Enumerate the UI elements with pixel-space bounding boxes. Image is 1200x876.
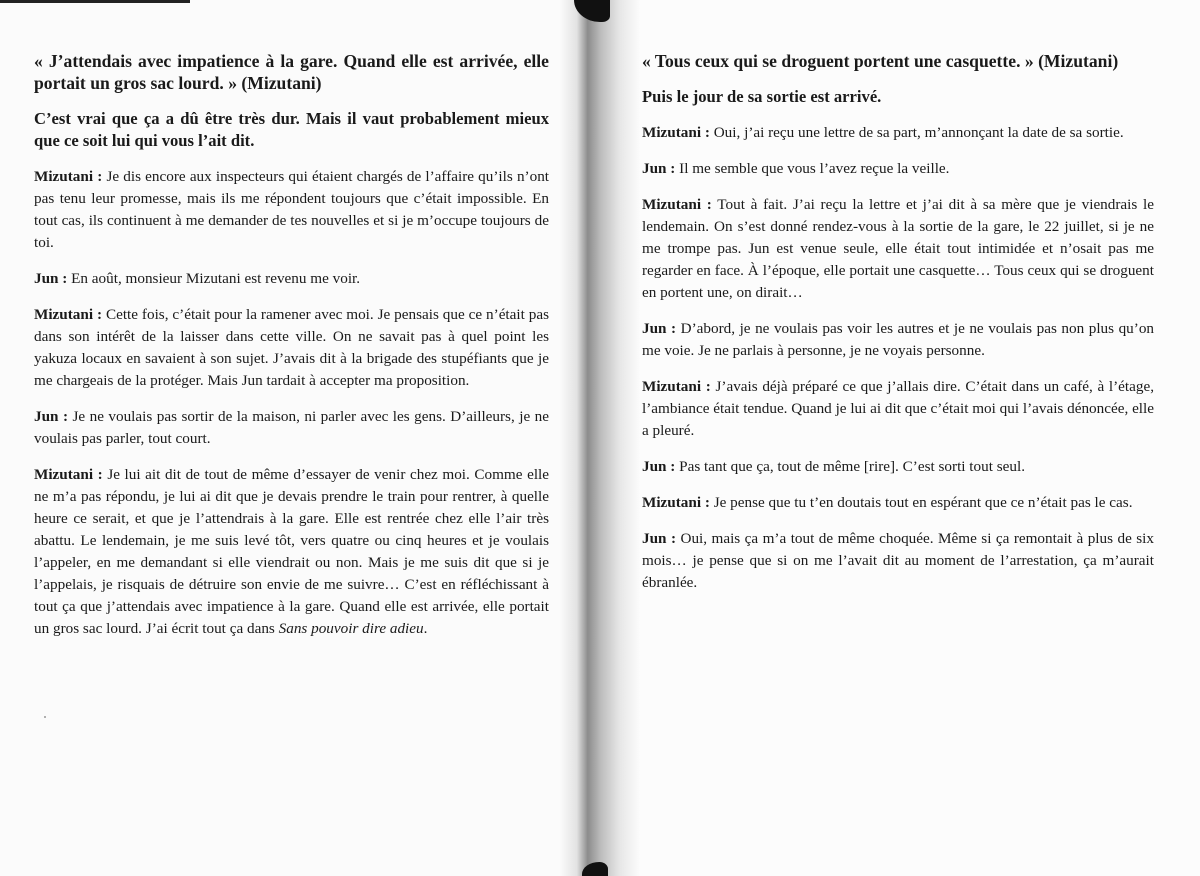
right-page	[588, 0, 1200, 876]
dialogue-text: Je dis encore aux inspecteurs qui étaient chargés de l’affaire qu’ils n’ont pas tenu leur promesse, mais ils me répondent toujours que c’était impossible. En tout cas, ils continuent à me demander de tes nouvelles et si je m’occupe toujours de toi.	[34, 168, 550, 251]
speaker-name: Jun :	[642, 458, 676, 475]
dialogue-paragraph	[34, 268, 549, 290]
right-intro-question: Puis le jour de sa sortie est arrivé.	[642, 87, 882, 106]
speaker-name: Jun :	[642, 160, 676, 177]
dialogue-text: D’abord, je ne voulais pas voir les autres et je ne voulais pas non plus qu’on me voie. Je ne parlais à personne, je ne voyais personne.	[642, 320, 1155, 359]
dialogue-paragraph	[642, 318, 1154, 362]
speaker-name: Jun :	[642, 320, 677, 337]
dialogue-paragraph	[642, 122, 1154, 144]
dialogue-text: Tout à fait. J’ai reçu la lettre et j’ai dit à sa mère que je viendrais le lendemain. On s’est donné rendez-vous à la sortie de la gare, le 22 juillet, si je ne me trompe pas. Jun est venue seule, elle était tout intimidée et n’osait pas me regarder en face. À l’époque, elle portait une casquette… Tous ceux qui se droguent en portent une, on dirait…	[642, 196, 1154, 301]
right-gutter-shadow	[588, 0, 640, 876]
top-edge-line	[0, 0, 190, 3]
speaker-name: Mizutani :	[642, 494, 710, 511]
speaker-name: Mizutani :	[34, 306, 103, 323]
dialogue-text: Je ne voulais pas sortir de la maison, ni parler avec les gens. D’ailleurs, je ne voulais pas parler, tout court.	[34, 408, 549, 447]
dialogue-paragraph	[34, 406, 549, 450]
dialogue-paragraph	[34, 166, 549, 254]
dialogue-text: Il me semble que vous l’avez reçue la veille.	[679, 160, 950, 177]
left-page	[0, 0, 588, 876]
book-title: Sans pouvoir dire adieu	[278, 620, 424, 637]
dialogue-text: Je lui ait dit de tout de même d’essayer de venir chez moi. Comme elle ne m’a pas répondu, je lui ai dit que je devais prendre le train pour rentrer, à quelle heure ce serait, et que je l’attendrais à la gare. Elle est rentrée chez elle l’air très abattu. Le lendemain, je me suis levé tôt, vers quatre ou cinq heures et je voulais l’appeler, en me demandant si elle viendrait ou non. Mais je me suis dit que si je l’appelais, je risquais de détruire son envie de me suivre… C’est en réfléchissant à tout ça que j’attendais avec impatience à la gare. Quand elle est arrivée, elle portait un gros sac lourd. J’ai écrit tout ça dans	[34, 466, 549, 637]
dialogue-text: Oui, mais ça m’a tout de même choquée. Même si ça remontait à plus de six mois… je pense que si on me l’avait dit au moment de l’arrestation, ça m’aurait ébranlée.	[642, 530, 1154, 591]
right-heading-quote: « Tous ceux qui se droguent portent une casquette. » (Mizutani)	[642, 51, 1119, 71]
dialogue-paragraph	[642, 456, 1154, 478]
speaker-name: Jun :	[34, 270, 68, 287]
left-text-column	[34, 50, 549, 654]
left-intro-question: C’est vrai que ça a dû être très dur. Mais il vaut probablement mieux que ce soit lui qui vous l’ait dit.	[34, 109, 549, 150]
dialogue-text: Oui, j’ai reçu une lettre de sa part, m’annonçant la date de sa sortie.	[713, 124, 1124, 141]
speaker-name: Mizutani :	[34, 168, 103, 185]
dialogue-text: Pas tant que ça, tout de même [rire]. C’est sorti tout seul.	[679, 458, 1025, 475]
page-speck	[44, 716, 46, 718]
dialogue-text: En août, monsieur Mizutani est revenu me voir.	[71, 270, 361, 287]
dialogue-paragraph	[642, 376, 1154, 442]
dialogue-text: Je pense que tu t’en doutais tout en espérant que ce n’était pas le cas.	[713, 494, 1133, 511]
dialogue-paragraph	[642, 194, 1154, 304]
speaker-name: Mizutani :	[34, 466, 103, 483]
speaker-name: Jun :	[642, 530, 677, 547]
speaker-name: Jun :	[34, 408, 69, 425]
left-gutter-shadow	[560, 0, 588, 876]
dialogue-paragraph	[34, 464, 549, 640]
dialogue-text: Cette fois, c’était pour la ramener avec moi. Je pensais que ce n’était pas dans son intérêt de la laisser dans cette ville. On ne savait pas à quel point les yakuza locaux en savaient à son sujet. J’avais dit à la brigade des stupéfiants que je me chargeais de la protéger. Mais Jun tardait à accepter ma proposition.	[34, 306, 549, 389]
speaker-name: Mizutani :	[642, 378, 711, 395]
dialogue-paragraph	[642, 492, 1154, 514]
dialogue-paragraph	[642, 528, 1154, 594]
dialogue-text: J’avais déjà préparé ce que j’allais dire. C’était dans un café, à l’étage, l’ambiance était tendue. Quand je lui ai dit que c’était moi qui l’avais dénoncée, elle a pleuré.	[642, 378, 1154, 439]
dialogue-paragraph	[642, 158, 1154, 180]
dialogue-paragraph	[34, 304, 549, 392]
sentence-end: .	[423, 620, 428, 637]
left-heading-quote: « J’attendais avec impatience à la gare. Quand elle est arrivée, elle portait un gros sac lourd. » (Mizutani)	[34, 51, 549, 93]
right-text-column	[642, 50, 1154, 608]
speaker-name: Mizutani :	[642, 196, 712, 213]
speaker-name: Mizutani :	[642, 124, 710, 141]
